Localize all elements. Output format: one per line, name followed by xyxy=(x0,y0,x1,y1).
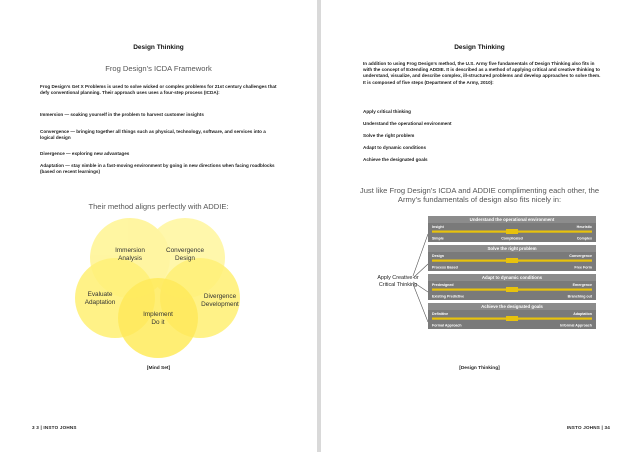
left-intro: Frog Design’s Get X Problems is used to solve wicked or complex problems for 21st century challenges that defy conventional planning. Their approach uses uses a four-step process (ICDA): xyxy=(40,84,277,96)
diagram-branch-label: Existing Predictive xyxy=(432,294,465,299)
diagram-branch-marker xyxy=(506,287,518,292)
diagram-branch xyxy=(428,245,596,271)
right-footer: INSTO JOHNS | 34 xyxy=(566,425,610,430)
venn-label-design: Design xyxy=(175,255,195,262)
venn-label-doit: Do it xyxy=(151,319,165,326)
venn-label-divergence: Divergence xyxy=(203,293,237,300)
diagram-root-line2: Critical Thinking xyxy=(378,282,418,288)
diagram-branch-label: Informal Approach xyxy=(560,323,592,328)
diagram-branch-label: Definitive xyxy=(432,312,449,316)
venn-label-development: Development xyxy=(201,301,239,308)
army-step-5: Achieve the designated goals xyxy=(363,157,428,162)
left-caption: [Mind Set] xyxy=(146,366,171,371)
venn-label-adaptation: Adaptation xyxy=(84,299,116,306)
diagram-branch-label: Insight xyxy=(432,225,444,229)
venn-label-implement: Implement xyxy=(143,311,173,318)
army-step-4: Adapt to dynamic conditions xyxy=(363,145,427,150)
step-adaptation: Adaptation — stay nimble in a fast-moving environment by going in new directions when facing roadblocks (based on recent learnings) xyxy=(40,163,275,175)
right-intro: In addition to using Frog Design’s method, the U.S. Army five fundamentals of Design Thinking also fits in with the concept of Extending ADDIE. It is described as a method of applying critical and creative thinking to understand, visualize, and describe complex, ill-structured problems and develop approaches to solve them. It is composed of five steps (Department of the Army, 2010): xyxy=(363,61,601,85)
diagram-root-line1: Apply Creative or xyxy=(377,275,419,281)
diagram-branch-label: Formal Approach xyxy=(432,323,462,328)
right-page xyxy=(321,0,638,452)
diagram-branch-marker xyxy=(506,316,518,321)
diagram-branch-marker xyxy=(506,229,518,234)
left-page xyxy=(0,0,317,452)
diagram-branch-label: Process Based xyxy=(432,265,458,270)
diagram-branch-label: Branching out xyxy=(567,294,592,299)
venn-label-analysis: Analysis xyxy=(118,255,142,262)
diagram-branch-label: Design xyxy=(432,254,444,258)
diagram-branch xyxy=(428,216,596,242)
diagram-branch-marker xyxy=(506,258,518,263)
diagram-branch-label: Complex xyxy=(576,236,592,241)
step-immersion: Immersion — soaking yourself in the problem to harvest customer insights xyxy=(40,112,204,117)
step-divergence: Divergence — exploring new advantages xyxy=(40,151,130,156)
diagram-branch-label: Simple xyxy=(432,236,444,241)
diagram-branch-header-text: Understand the operational environment xyxy=(469,217,555,223)
diagram-branch-header-text: Adapt to dynamic conditions xyxy=(481,275,543,281)
army-step-2: Understand the operational environment xyxy=(363,121,452,126)
diagram-branch-label: Heuristic xyxy=(576,225,592,229)
left-footer: 3 3 | INSTO JOHNS xyxy=(32,425,77,430)
venn-label-immersion: Immersion xyxy=(115,247,145,254)
diagram-branch-label: Free Form xyxy=(574,265,592,270)
army-step-1: Apply critical thinking xyxy=(363,109,411,114)
venn-circle-implement xyxy=(118,278,198,358)
venn-label-convergence: Convergence xyxy=(165,247,205,254)
diagram-branch-header-text: Solve the right problem xyxy=(487,246,537,252)
diagram-branch-label: Emergence xyxy=(572,283,592,287)
icda-venn-diagram xyxy=(70,218,260,358)
diagram-branch xyxy=(428,303,596,329)
army-design-diagram xyxy=(371,214,601,354)
diagram-branch xyxy=(428,274,596,300)
framework-heading: Frog Design’s ICDA Framework xyxy=(105,64,212,73)
addie-heading: Their method aligns perfectly with ADDIE: xyxy=(88,202,229,211)
army-step-3: Solve the right problem xyxy=(363,133,415,138)
diagram-branch-label: Convergence xyxy=(569,254,592,258)
diagram-branch-label: Adaptation xyxy=(573,312,592,316)
right-page-title: Design Thinking xyxy=(454,44,505,51)
comparison-heading: Just like Frog Design’s ICDA and ADDIE complimenting each other, the Army’s fundamentals of design also fits nicely in: xyxy=(359,186,600,204)
right-caption: [Design Thinking] xyxy=(459,366,500,371)
left-page-title: Design Thinking xyxy=(133,44,184,51)
step-convergence: Convergence — bringing together all things such as physical, technology, software, and services into a logical design xyxy=(40,129,266,141)
venn-label-evaluate: Evaluate xyxy=(87,291,113,298)
diagram-branch-label: Complicated xyxy=(501,236,523,241)
diagram-branch-header-text: Achieve the designated goals xyxy=(481,304,543,310)
diagram-branch-label: Predesigned xyxy=(432,283,454,287)
